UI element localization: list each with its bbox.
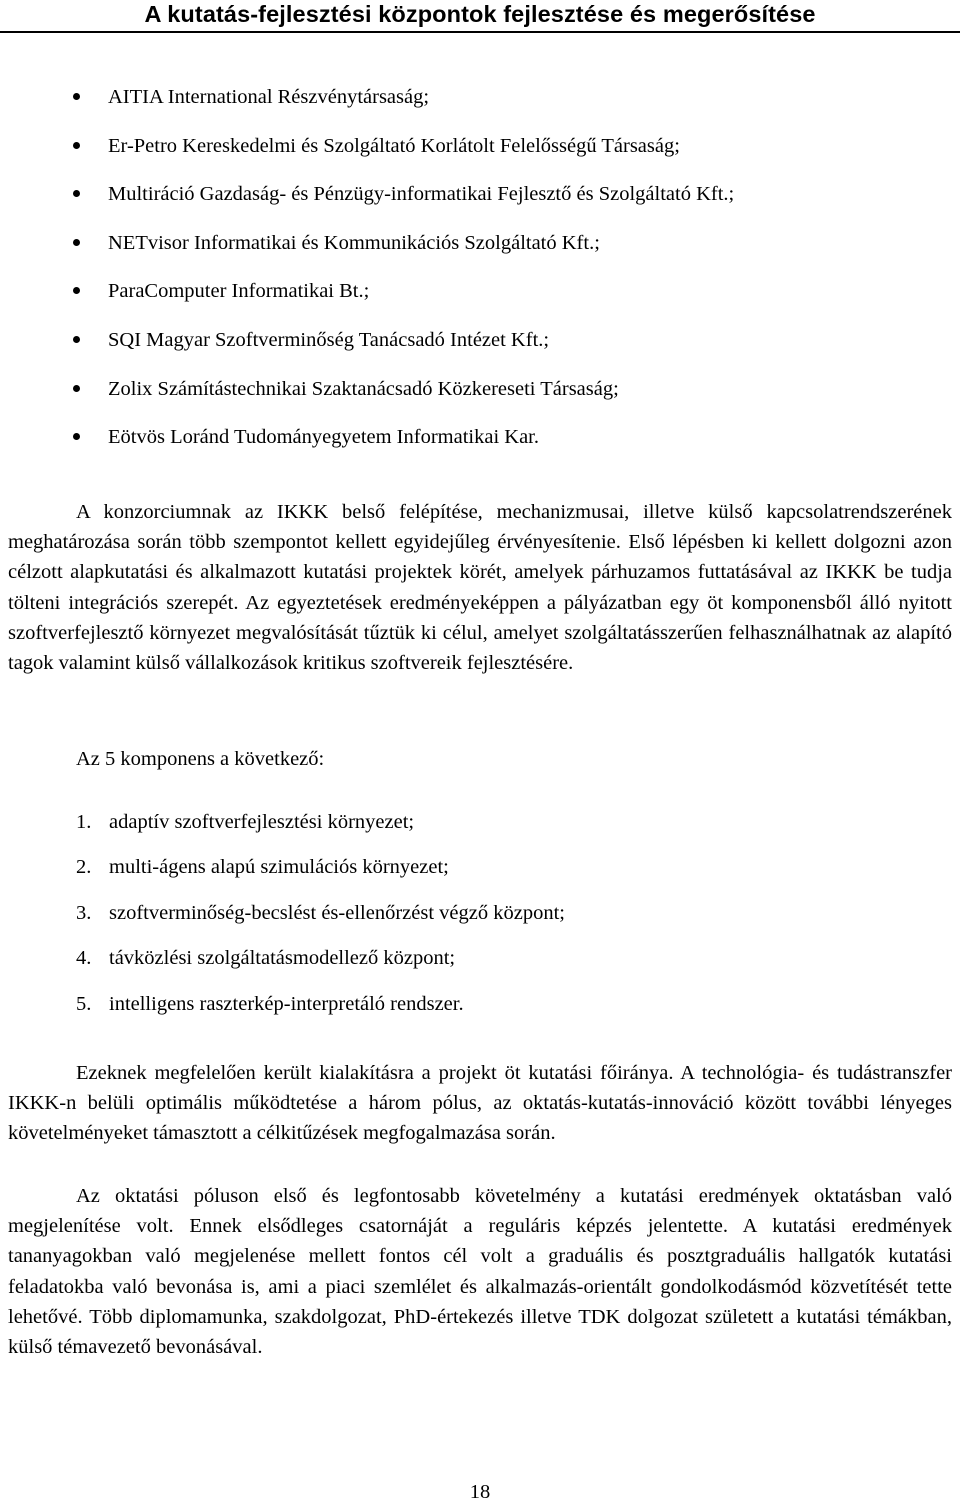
item-text: távközlési szolgáltatásmodellező központ; bbox=[109, 947, 456, 970]
component-list bbox=[0, 808, 960, 1035]
section-heading: A kutatás-fejlesztési központok fejlesztése és megerősítése bbox=[0, 0, 960, 33]
list-item bbox=[0, 326, 960, 375]
list-item bbox=[0, 83, 960, 132]
list-item bbox=[0, 180, 960, 229]
item-number: 4. bbox=[76, 947, 92, 970]
bullet-icon bbox=[73, 239, 80, 246]
item-text: intelligens raszterkép-interpretáló rendszer. bbox=[109, 992, 464, 1015]
list-item bbox=[0, 808, 960, 853]
list-item bbox=[0, 853, 960, 898]
list-item bbox=[0, 375, 960, 424]
item-text: multi-ágens alapú szimulációs környezet; bbox=[109, 856, 449, 879]
list-item bbox=[0, 899, 960, 944]
paragraph-research-directions: Ezeknek megfelelően került kialakításra a projekt öt kutatási főiránya. A technológia- és tudástranszfer IKKK-n belüli optimális működtetése a három pólus, az oktatás-kutatás-innováció között további lényeges követelményeket támasztott a célkitűzések megfogalmazása során. bbox=[8, 1062, 952, 1145]
paragraph-consortium-structure: A konzorciumnak az IKKK belső felépítése, mechanizmusai, illetve külső kapcsolatrendszerének meghatározása során több szempontot kellett egyidejűleg érvényesítenie. Első lépésben ki kellett dolgozni azon célzott alapkutatási és alkalmazott kutatási projektek körét, amelyek párhuzamos futtatásával az IKKK be tudja tölteni integrációs szerepét. Az egyeztetések eredményeképpen a pályázatban egy öt komponensből álló nyitott szoftverfejlesztő környezet megvalósítását tűztük ki célul, amelyet szolgáltatásszerűen felhasználhatnak az alapító tagok valamint külső vállalkozások kritikus szoftvereik fejlesztésére. bbox=[8, 501, 952, 675]
list-item bbox=[0, 423, 960, 472]
member-name: SQI Magyar Szoftverminőség Tanácsadó Intézet Kft.; bbox=[108, 328, 550, 351]
member-name: Zolix Számítástechnikai Szaktanácsadó Közkereseti Társaság; bbox=[108, 377, 619, 400]
list-item bbox=[0, 944, 960, 989]
consortium-member-list bbox=[0, 83, 960, 472]
item-number: 5. bbox=[76, 992, 92, 1015]
bullet-icon bbox=[73, 433, 80, 440]
item-number: 2. bbox=[76, 856, 92, 879]
bullet-icon bbox=[73, 336, 80, 343]
bullet-icon bbox=[73, 142, 80, 149]
item-text: adaptív szoftverfejlesztési környezet; bbox=[109, 811, 415, 833]
member-name: AITIA International Részvénytársaság; bbox=[108, 86, 430, 108]
paragraph-components-intro: Az 5 komponens a következő: bbox=[76, 748, 325, 770]
member-name: Eötvös Loránd Tudományegyetem Informatikai Kar. bbox=[108, 426, 539, 449]
list-item bbox=[0, 229, 960, 278]
paragraph-education-pole: Az oktatási póluson első és legfontosabb követelmény a kutatási eredmények oktatásban való megjelenítése volt. Ennek elsődleges csatornáját a reguláris képzés jelentette. A kutatási eredmények tananyagokban való megjelenése mellett fontos cél volt a graduális és posztgraduális hallgatók kutatási feladatokba való bevonása is, ami a piaci szemlélet és alkalmazás-orientált gondolkodásmód közvetítését tette lehetővé. Több diplomamunka, szakdolgozat, PhD-értekezés illetve TDK dolgozat született a kutatási témákban, külső témavezető bevonásával. bbox=[8, 1185, 952, 1359]
item-number: 3. bbox=[76, 901, 92, 924]
member-name: NETvisor Informatikai és Kommunikációs Szolgáltató Kft.; bbox=[108, 231, 600, 254]
member-name: Multiráció Gazdaság- és Pénzügy-informatikai Fejlesztő és Szolgáltató Kft.; bbox=[108, 183, 735, 206]
list-item bbox=[0, 990, 960, 1035]
list-item bbox=[0, 277, 960, 326]
bullet-icon bbox=[73, 190, 80, 197]
member-name: ParaComputer Informatikai Bt.; bbox=[108, 280, 370, 303]
page-number: 18 bbox=[469, 1481, 491, 1503]
bullet-icon bbox=[73, 93, 80, 100]
bullet-icon bbox=[73, 287, 80, 294]
list-item bbox=[0, 132, 960, 181]
member-name: Er-Petro Kereskedelmi és Szolgáltató Korlátolt Felelősségű Társaság; bbox=[108, 134, 680, 157]
item-number: 1. bbox=[76, 811, 92, 833]
item-text: szoftverminőség-becslést és-ellenőrzést végző központ; bbox=[109, 901, 565, 924]
bullet-icon bbox=[73, 385, 80, 392]
